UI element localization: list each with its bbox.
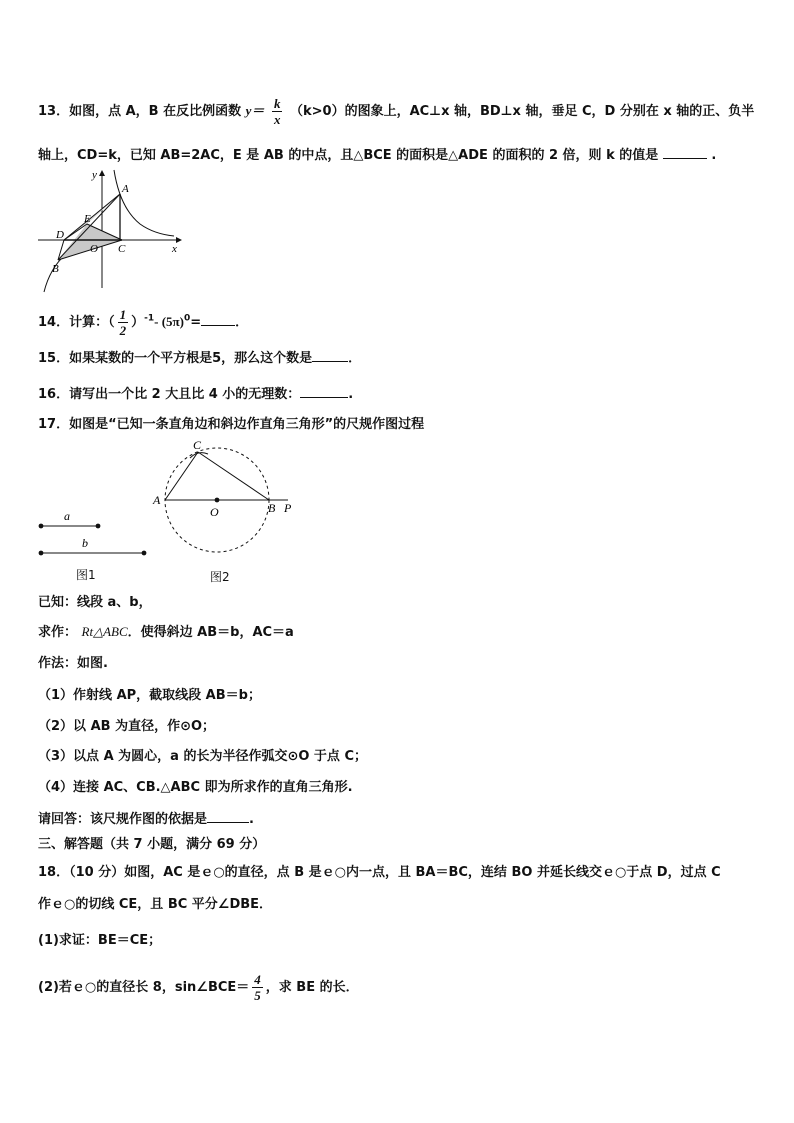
q17-answer-text: 请回答：该尺规作图的依据是 [38, 812, 208, 827]
q17-figure2 [150, 436, 300, 560]
q14-prefix: 14．计算：（ [38, 315, 115, 330]
label-b2: B [268, 501, 276, 515]
segment-cb [198, 452, 269, 500]
fig1-caption: 图1 [76, 568, 96, 582]
y-axis-arrow [99, 170, 105, 176]
q18-frac-num: 4 [254, 972, 261, 987]
segment-b-end [142, 551, 147, 556]
q18-fraction [252, 972, 263, 1003]
center-o [215, 498, 220, 503]
q17-given: 已知：线段 a、b， [38, 595, 152, 610]
q17-step1: （1）作射线 AP，截取线段 AB＝b； [38, 688, 261, 703]
q15-end: ． [348, 351, 362, 366]
q17-step3: （3）以点 A 为圆心，a 的长为半径作弧交⊙O 于点 C； [38, 749, 367, 764]
q18-line1: 18．（10 分）如图，AC 是ｅ○的直径，点 B 是ｅ○内一点，且 BA＝BC，连结 BO 并延长线交ｅ○于点 D，过点 C [38, 865, 721, 880]
q14-frac-den: 2 [119, 323, 127, 338]
q17-ask-suffix: ．使得斜边 AB＝b，AC＝a [127, 625, 294, 640]
q17-ask-rt: Rt△ABC [81, 624, 128, 639]
q17-answer [38, 810, 254, 829]
q17-ask [38, 623, 294, 642]
q13-answer-blank [663, 146, 707, 159]
q13-line1 [38, 96, 754, 127]
q17-figure1 [34, 506, 154, 556]
q14-mid: ） [131, 315, 145, 330]
q13-line2 [38, 146, 716, 165]
q18-part2-b: ，求 BE 的长． [265, 980, 359, 995]
q17-step4: （4）连接 AC、CB.△ABC 即为所求作的直角三角形. [38, 780, 353, 795]
q14-fraction [118, 307, 129, 338]
label-b: B [52, 263, 59, 275]
q16-text: 16．请写出一个比 2 大且比 4 小的无理数： [38, 387, 301, 402]
q17-step2: （2）以 AB 为直径，作⊙O； [38, 719, 216, 734]
q15-answer-blank [312, 349, 348, 362]
label-c2: C [193, 438, 202, 452]
q17-answer-blank [207, 810, 249, 823]
q17-ask-prefix: 求作： [38, 625, 78, 640]
section3-heading: 三、解答题（共 7 小题，满分 69 分） [38, 837, 266, 852]
label-d: D [56, 229, 64, 241]
label-a2: A [153, 493, 161, 507]
segment-b-start [39, 551, 44, 556]
q13-frac-den: x [273, 112, 281, 127]
q15-line [38, 349, 361, 368]
label-a: A [122, 183, 129, 195]
q17-title: 17．如图是“已知一条直角边和斜边作直角三角形”的尺规作图过程 [38, 417, 425, 432]
q14-end: ． [235, 315, 249, 330]
label-o2: O [210, 505, 219, 519]
fig2-caption: 图2 [210, 570, 230, 584]
q13-text-b: （k>0）的图象上，AC⊥x 轴，BD⊥x 轴，垂足 C，D 分别在 x 轴的正、负半 [290, 104, 755, 119]
q13-text-a: 13．如图，点 A，B 在反比例函数 [38, 104, 242, 119]
segment-ac [165, 452, 198, 500]
q13-figure [36, 168, 186, 294]
q17-method: 作法：如图. [38, 656, 108, 671]
label-seg-a: a [64, 509, 70, 523]
segment-a-start [39, 524, 44, 529]
q14-answer-blank [201, 313, 235, 326]
q13-text-c: 轴上，CD=k，已知 AB=2AC，E 是 AB 的中点，且△BCE 的面积是△ADE 的面积的 2 倍，则 k 的值是 [38, 148, 659, 163]
q13-y-eq: y＝ [245, 103, 265, 118]
q18-part2-a: (2)若ｅ○的直径长 8，sin∠BCE＝ [38, 980, 250, 995]
q14-mid2: - (5π) [154, 314, 184, 329]
q17-answer-end: . [249, 812, 254, 827]
x-axis-arrow [176, 237, 182, 243]
q14-exp1: -1 [144, 313, 155, 324]
q16-answer-blank [300, 385, 348, 398]
label-x: x [172, 243, 177, 255]
segment-a-end [96, 524, 101, 529]
q14-eq: = [190, 315, 202, 330]
label-o: O [90, 243, 98, 255]
q14-line [38, 307, 248, 338]
q13-end: . [711, 148, 717, 163]
q14-frac-num: 1 [119, 307, 127, 322]
q16-end: . [348, 387, 354, 402]
q18-frac-den: 5 [254, 988, 261, 1003]
q15-text: 15．如果某数的一个平方根是5，那么这个数是 [38, 351, 313, 366]
label-seg-b: b [82, 536, 88, 550]
q16-line [38, 385, 353, 404]
label-c: C [118, 243, 126, 255]
label-e: E [84, 213, 91, 225]
label-y: y [92, 169, 97, 181]
label-p2: P [284, 501, 292, 515]
q18-part2 [38, 972, 359, 1003]
q18-line2: 作ｅ○的切线 CE，且 BC 平分∠DBE． [38, 897, 273, 912]
q13-fraction [272, 96, 283, 127]
q14-exp2: 0 [183, 313, 191, 324]
q18-part1: (1)求证：BE＝CE； [38, 933, 162, 948]
q13-frac-num: k [273, 96, 281, 111]
hyperbola-upper [114, 170, 174, 236]
